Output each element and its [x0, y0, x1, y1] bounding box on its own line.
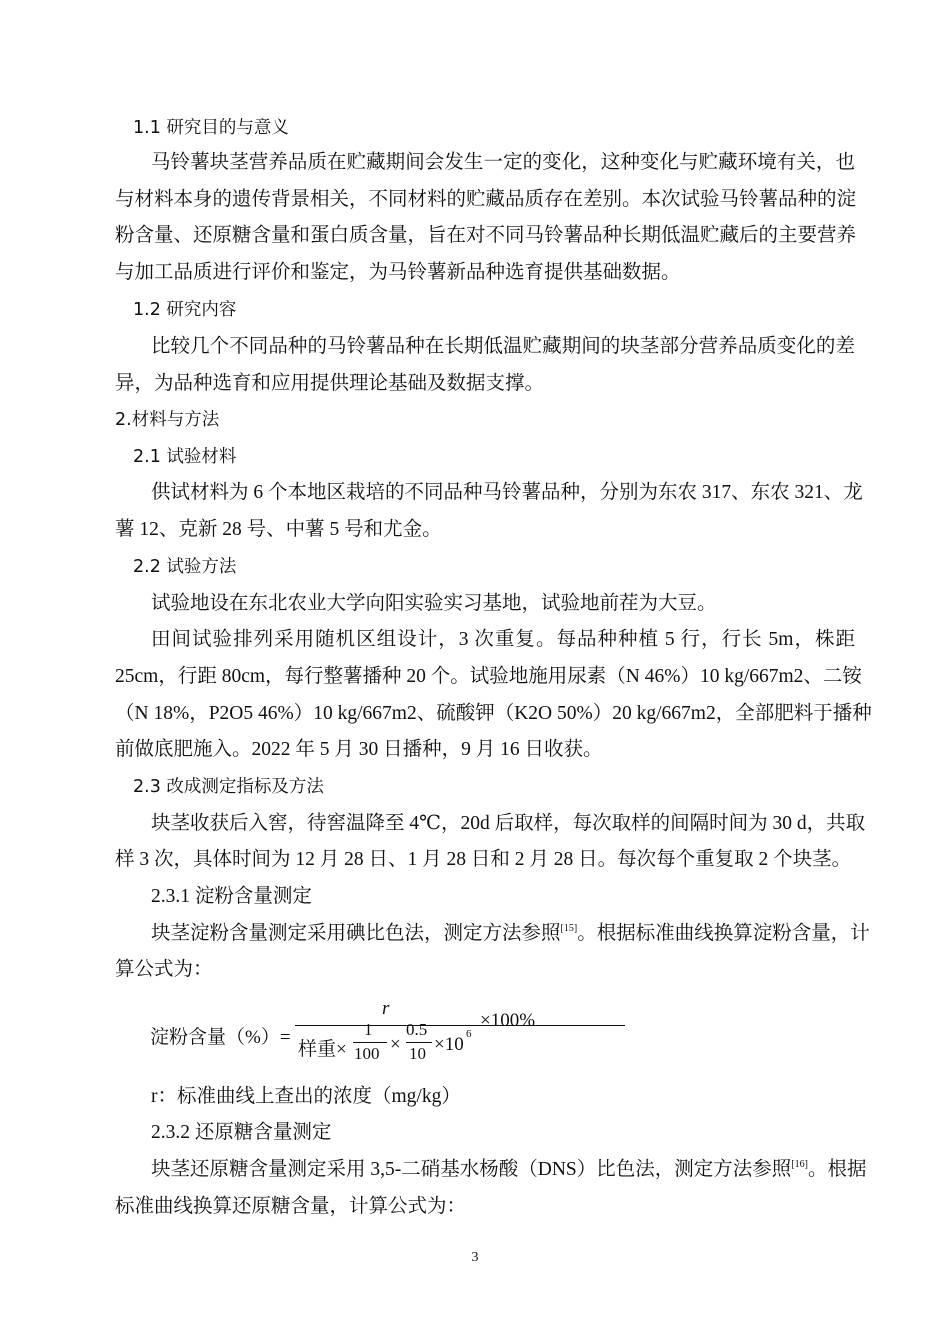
paragraph-line: 田间试验排列采用随机区组设计，3 次重复。每品种种植 5 行，行长 5m，株距	[151, 629, 855, 650]
frac2-den: 10	[409, 1044, 426, 1063]
heading-2-3-2: 2.3.2 还原糖含量测定	[151, 1122, 332, 1143]
paragraph-line: 算公式为：	[115, 959, 213, 980]
frac2-num: 0.5	[406, 1020, 428, 1039]
formula-times: ×	[390, 1034, 401, 1055]
paragraph-line	[115, 922, 870, 946]
text-run: 。根据	[807, 1159, 867, 1180]
starch-formula	[150, 998, 570, 1078]
heading-1-1: 1.1 研究目的与意义	[133, 118, 289, 138]
paragraph-line: （N 18%，P2O5 46%）10 kg/667m2、硫酸钾（K2O 50%）20 kg/667m2，全部肥料于播种	[115, 703, 872, 724]
paragraph-line	[115, 1158, 867, 1182]
heading-2-2: 2.2 试验方法	[133, 557, 237, 577]
paragraph-line: 异，为品种选育和应用提供理论基础及数据支撑。	[115, 373, 545, 394]
paragraph-line: 试验地设在东北农业大学向阳实验实习基地，试验地前茬为大豆。	[151, 593, 717, 614]
citation-ref: [16]	[791, 1159, 808, 1170]
heading-2-1: 2.1 试验材料	[133, 447, 237, 467]
paragraph-line: 前做底肥施入。2022 年 5 月 30 日播种，9 月 16 日收获。	[115, 739, 603, 760]
paragraph-line: 供试材料为 6 个本地区栽培的不同品种马铃薯品种，分别为东农 317、东农 321、龙	[151, 482, 863, 503]
variable-note: r：标准曲线上查出的浓度（mg/kg）	[151, 1086, 461, 1107]
citation-ref: [15]	[560, 923, 578, 934]
formula-denom-prefix: 样重×	[298, 1039, 347, 1060]
text-run: 块茎还原糖含量测定采用 3,5-二硝基水杨酸（DNS）比色法，测定方法参照	[151, 1159, 792, 1180]
fraction-bar	[406, 1042, 432, 1043]
page-number: 3	[471, 1250, 479, 1265]
formula-numerator: r	[382, 998, 390, 1019]
heading-1-2: 1.2 研究内容	[133, 300, 237, 320]
paragraph-line: 与材料本身的遗传背景相关，不同材料的贮藏品质存在差别。本次试验马铃薯品种的淀	[115, 189, 857, 210]
formula-label: 淀粉含量（%）=	[150, 1027, 291, 1048]
paragraph-line: 与加工品质进行评价和鉴定，为马铃薯新品种选育提供基础数据。	[115, 262, 681, 283]
formula-power-base: ×10	[434, 1034, 464, 1055]
paragraph-line: 比较几个不同品种的马铃薯品种在长期低温贮藏期间的块茎部分营养品质变化的差	[151, 336, 855, 357]
heading-2-3-1: 2.3.1 淀粉含量测定	[151, 886, 312, 907]
paragraph-line: 块茎收获后入窖，待窖温降至 4℃，20d 后取样，每次取样的间隔时间为 30 d，共取	[151, 813, 866, 834]
paragraph-line: 粉含量、还原糖含量和蛋白质含量，旨在对不同马铃薯品种长期低温贮藏后的主要营养	[115, 225, 857, 246]
fraction-bar	[353, 1042, 387, 1043]
frac1-den: 100	[354, 1044, 380, 1063]
paragraph-line: 标准曲线换算还原糖含量，计算公式为：	[115, 1196, 467, 1217]
paragraph-line: 25cm，行距 80cm，每行整薯播种 20 个。试验地施用尿素（N 46%）10 kg/667m2、二铵	[115, 666, 862, 687]
formula-power-exp: 6	[466, 1028, 472, 1040]
frac1-num: 1	[364, 1020, 373, 1039]
heading-2: 2.材料与方法	[115, 410, 220, 430]
text-run: 块茎淀粉含量测定采用碘比色法，测定方法参照	[151, 923, 561, 944]
paragraph-line: 样 3 次，具体时间为 12 月 28 日、1 月 28 日和 2 月 28 日。每次每个重复取 2 个块茎。	[115, 849, 852, 870]
paragraph-line: 马铃薯块茎营养品质在贮藏期间会发生一定的变化，这种变化与贮藏环境有关，也	[151, 152, 855, 173]
text-run: 。根据标准曲线换算淀粉含量，计	[577, 923, 870, 944]
heading-2-3: 2.3 改成测定指标及方法	[133, 777, 324, 797]
fraction-bar	[295, 1025, 625, 1026]
formula-suffix: ×100%	[480, 1010, 536, 1031]
paragraph-line: 薯 12、克新 28 号、中薯 5 号和尤金。	[115, 519, 442, 540]
